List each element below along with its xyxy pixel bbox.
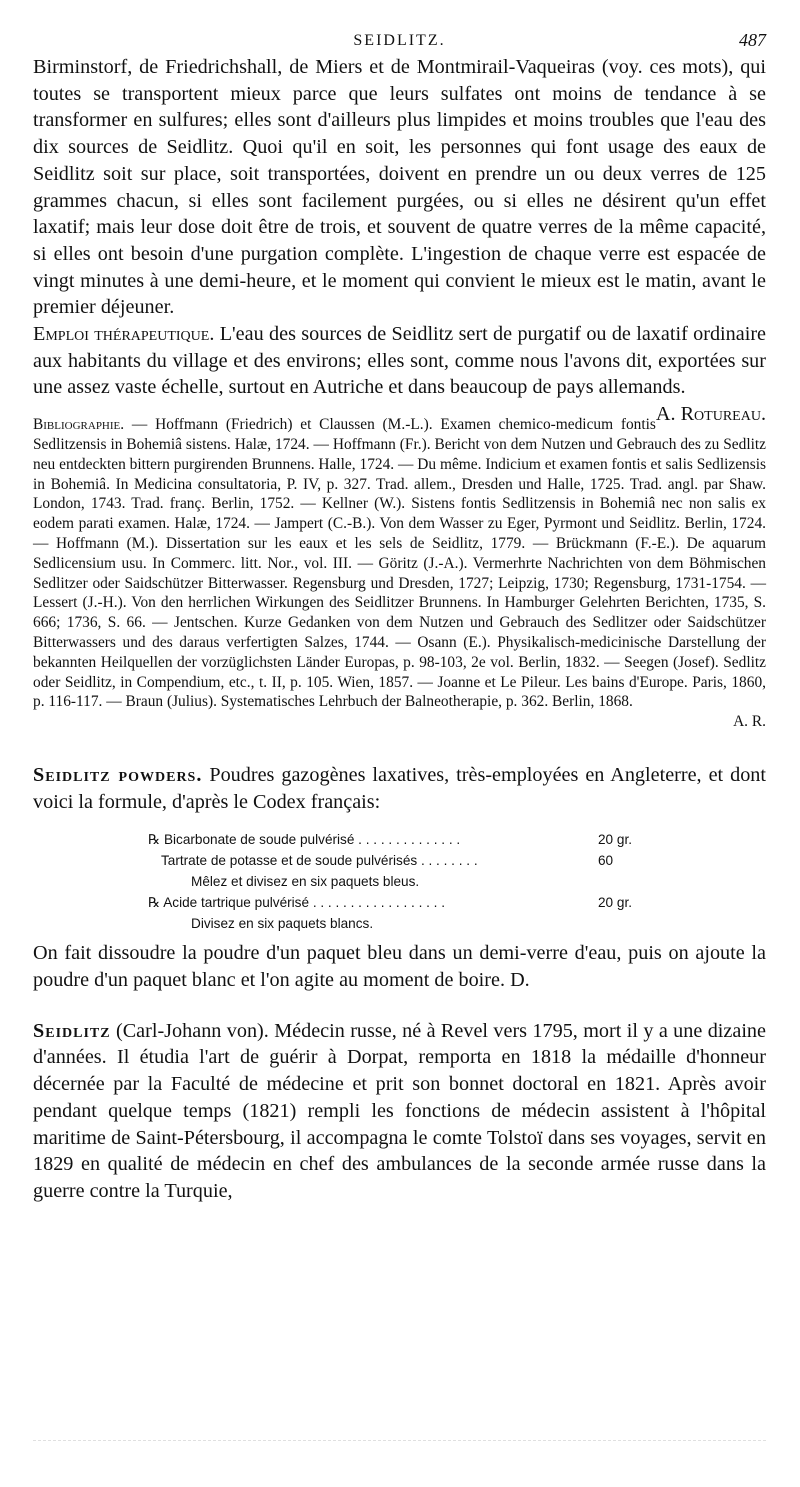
formula-note — [33, 871, 766, 892]
formula-row — [33, 829, 766, 850]
bibliography — [33, 415, 766, 732]
powders-entry — [33, 762, 766, 815]
bibliography-signature: A. R. — [733, 713, 766, 731]
person-text: (Carl-Johann von). Médecin russe, né à Revel vers 1795, mort il y a une dizaine d'années. Il étudia l'art de guérir à Dorpat, remporta en 1818 la médaille d'honneur décernée par la Faculté de médecine et prit son bonnet doctoral en 1821. Après avoir pendant quelque temps (1821) rempli les fonctions de médecin assistent à l'hôpital maritime de Saint-Pétersbourg, il accompagna le comte Tolstoï dans ses voyages, servit en 1829 en qualité de médecin en chef des ambulances de la seconde armée russe dans la guerre contre la Turquie, — [33, 1019, 766, 1202]
formula-label: Mêlez et divisez en six paquets bleus. — [191, 874, 420, 890]
person-headword: Seidlitz — [33, 1019, 111, 1042]
powders-headword: Seidlitz powders. — [33, 763, 203, 786]
formula-row — [33, 850, 766, 871]
formula-label: Tartrate de potasse et de soude pulvérisés . . . . . . . . — [161, 853, 478, 869]
formula-row — [33, 892, 766, 913]
powders-text: Poudres gazogènes laxatives, très-employées en Angleterre, et dont voici la formule, d'après le Codex français: — [33, 763, 766, 813]
bibliography-text: — Hoffmann (Friedrich) et Claussen (M.-L.). Examen chemico-medicum fontis Sedlitzensis in Bohemiâ sistens. Halæ, 1724. — Hoffmann (Fr.). Bericht von dem Nutzen und Gebrauch des zu Sedlitz neu entdeckten bittern purgirenden Brunnens. Halle, 1724. — Du même. Indicium et examen fontis et salis Sedlizensis in Bohemiâ. In Medicina consultatoria, P. IV, p. 327. Trad. allem., Dresden und Halle, 1725. Trad. angl. par Shaw. London, 1743. Trad. franç. Berlin, 1752. — Kellner (W.). Sistens fontis Sedlitzensis in Bohemiâ nec non salis ex eodem parati examen. Halæ, 1724. — Jampert (C.-B.). Von dem Wasser zu Eger, Pyrmont und Seidlitz. Berlin, 1724. — Hoffmann (M.). Dissertation sur les eaux et les sels de Seidlitz, 1779. — Brückmann (F.-E.). De aquarum Sedlicensium usu. In Commerc. litt. Nor., vol. III. — Göritz (J.-A.). Vermerhrte Nachrichten von dem Böhmischen Sedlitzer oder Saidschützer Bitterwasser. Regensburg und Dresden, 1727; Leipzig, 1730; Regensburg, 1731-1754. — Lessert (J.-H.). Von den herrlichen Wirkungen des Seidlitzer Brunnens. In Hamburger Gelehrten Berichten, 1735, S. 666; 1736, S. 66. — Jentschen. Kurze Gedanken von dem Nutzen und Gebrauch des Sedlitzer oder Saidschützer Bitterwassers und des daraus verfertigten Salzes, 1744. — Osann (E.). Physikalisch-medicinische Darstellung der bekannten Heilquellen der vorzüglichsten Länder Europas, p. 98-103, 2e vol. Berlin, 1832. — Seegen (Josef). Sedlitz oder Seidlitz, in Compendium, etc., t. II, p. 105. Wien, 1857. — Joanne et Le Pileur. Les bains d'Europe. Paris, 1860, p. 116-117. — Braun (Julius). Systematisches Lehrbuch der Balneotherapie, p. 362. Berlin, 1868. — [33, 416, 766, 711]
therapeutic-text: L'eau des sources de Seidlitz sert de purgatif ou de laxatif ordinaire aux habitants du village et des environs; elles sont, comme nous l'avons dit, exportées sur une assez vaste échelle, surtout en Autriche et dans beaucoup de pays allemands. — [33, 323, 766, 399]
therapeutic-label: Emploi thérapeutique. — [33, 323, 215, 346]
page — [33, 20, 766, 1205]
powders-after-text: On fait dissoudre la poudre d'un paquet bleu dans un demi-verre d'eau, puis on ajoute la poudre d'un paquet blanc et l'on agite au moment de boire. — [33, 942, 766, 991]
formula-label: Divisez en six paquets blancs. — [191, 916, 374, 932]
formula-note — [33, 913, 766, 934]
formula-amount: 20 gr. — [598, 832, 633, 848]
powders-after — [33, 940, 766, 993]
therapeutic-signature: A. Rotureau. — [655, 403, 766, 426]
formula-amount: 60 — [598, 853, 614, 869]
running-head — [33, 20, 766, 54]
formula-amount: 20 gr. — [598, 895, 633, 911]
powders-signature: D. — [510, 969, 530, 991]
intro-paragraph: Birminstorf, de Friedrichshall, de Miers et de Montmirail-Vaqueiras (voy. ces mots), qui toutes se transportent mieux parce que leurs sulfates ont moins de tendance à se transformer en sulfures; elles sont d'ailleurs plus limpides et moins troubles que l'eau des dix sources de Seidlitz. Quoi qu'il en soit, les personnes qui font usage des eaux de Seidlitz soit sur place, soit transportées, doivent en prendre un ou deux verres de 125 grammes chacun, si elles sont facilement purgées, ou si elles ne désirent qu'un effet laxatif; mais leur dose doit être de trois, et souvent de quatre verres de la même capacité, si elles ont besoin d'une purgation complète. L'ingestion de chaque verre est espacée de vingt minutes à une demi-heure, et le moment qui convient le mieux est le matin, avant le premier déjeuner. — [33, 56, 766, 319]
formula-label: ℞ Acide tartrique pulvérisé . . . . . . . . . . . . . . . . . . — [148, 895, 446, 911]
running-title: SEIDLITZ. — [353, 32, 446, 49]
bottom-rule — [33, 1440, 766, 1441]
page-number: 487 — [739, 30, 766, 50]
person-entry — [33, 1018, 766, 1205]
formula-label: ℞ Bicarbonate de soude pulvérisé . . . . . . . . . . . . . . — [148, 832, 461, 848]
formula — [33, 829, 766, 934]
bibliography-label: Bibliographie. — [33, 416, 125, 434]
